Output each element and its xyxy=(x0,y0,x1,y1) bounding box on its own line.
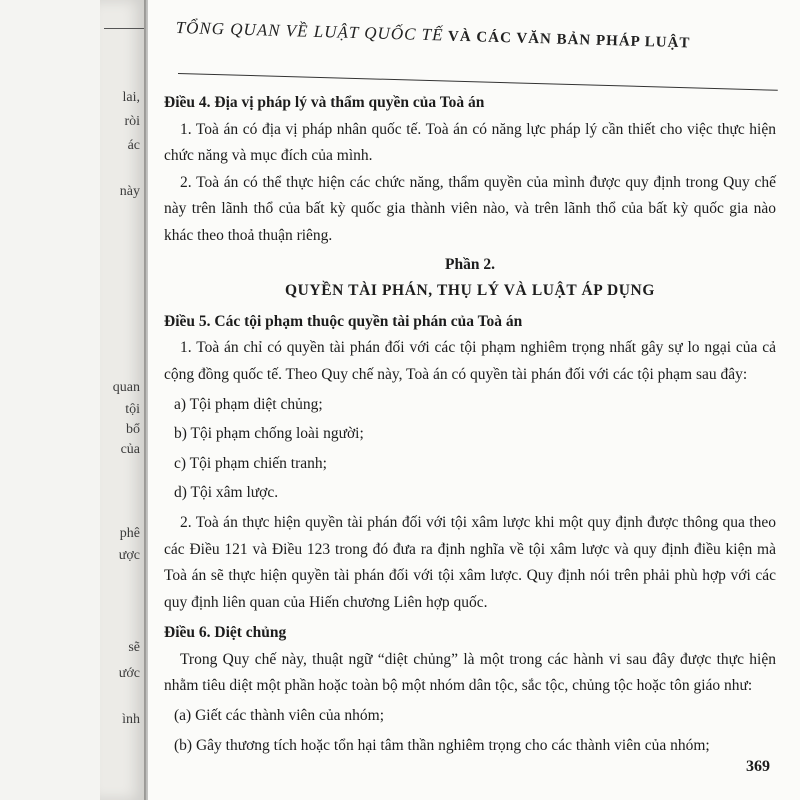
article-5-paragraph-2: 2. Toà án thực hiện quyền tài phán đối với tội xâm lược khi một quy định được thông qua theo các Điều 121 và Điều 123 trong đó đưa ra định nghĩa về tội xâm lược và quy định điều kiện mà Toà án sẽ thực hiện quyền tài phán đối với tội xâm lược. Quy định nói trên phải phù hợp với các quy định liên quan của Hiến chương Liên hợp quốc. xyxy=(164,513,776,611)
left-page-fragment: tội xyxy=(125,402,140,417)
left-page-fragment: ước xyxy=(118,666,140,681)
article-5-item: c) Tội phạm chiến tranh; xyxy=(174,454,327,472)
article-4-paragraph-2: 2. Toà án có thể thực hiện các chức năng, thẩm quyền của mình được quy định trong Quy chế này trên lãnh thổ của bất kỳ quốc gia thành viên nào, và trên lãnh thổ của bất kỳ quốc gia nào khác theo thoả thuận riêng. xyxy=(164,173,776,244)
book-page xyxy=(148,0,800,800)
article-6-item: (b) Gây thương tích hoặc tổn hại tâm thần nghiêm trọng cho các thành viên của nhóm; xyxy=(174,736,710,754)
left-page-fragment: bổ xyxy=(126,422,140,437)
left-page-fragment: ược xyxy=(118,548,140,563)
article-5-item: b) Tội phạm chống loài người; xyxy=(174,425,364,443)
previous-page-edge xyxy=(100,0,146,800)
left-page-fragment: lai, xyxy=(122,90,140,105)
left-page-fragment: quan xyxy=(112,380,140,395)
running-header xyxy=(175,18,745,54)
article-5-item: d) Tội xâm lược. xyxy=(174,484,279,502)
running-header-part2: VÀ CÁC VĂN BẢN PHÁP LUẬT xyxy=(447,28,691,52)
left-page-fragment: sẽ xyxy=(128,640,140,655)
article-5-item: a) Tội phạm diệt chủng; xyxy=(174,395,323,413)
previous-page-rule xyxy=(104,28,144,29)
part-title: QUYỀN TÀI PHÁN, THỤ LÝ VÀ LUẬT ÁP DỤNG xyxy=(284,282,656,300)
running-header-part1: TỔNG QUAN VỀ LUẬT QUỐC TẾ xyxy=(175,18,444,45)
page-body xyxy=(164,90,776,762)
article-6-item: (a) Giết các thành viên của nhóm; xyxy=(174,707,385,725)
left-page-fragment: của xyxy=(120,442,140,457)
left-page-fragment: ình xyxy=(122,712,140,727)
left-page-fragment: ác xyxy=(127,138,140,153)
article-5-title: Điều 5. Các tội phạm thuộc quyền tài phán của Toà án xyxy=(164,312,523,330)
article-5-paragraph-1: 1. Toà án chỉ có quyền tài phán đối với các tội phạm nghiêm trọng nhất gây sự lo ngại của cả cộng đồng quốc tế. Theo Quy chế này, Toà án có quyền tài phán đối với các tội phạm sau đây: xyxy=(164,339,776,383)
left-page-fragment: phê xyxy=(119,526,140,541)
article-4-paragraph-1: 1. Toà án có địa vị pháp nhân quốc tế. Toà án có năng lực pháp lý cần thiết cho việc thực hiện chức năng và mục đích của mình. xyxy=(164,120,776,165)
header-rule xyxy=(178,73,778,91)
article-6-title: Điều 6. Diệt chủng xyxy=(164,624,287,642)
left-page-fragment: ròi xyxy=(124,114,140,129)
part-number: Phần 2. xyxy=(445,255,495,273)
left-page-fragment: này xyxy=(119,184,140,199)
article-4-title: Điều 4. Địa vị pháp lý và thẩm quyền của Toà án xyxy=(164,94,485,111)
page-number: 369 xyxy=(746,758,770,775)
article-6-paragraph-1: Trong Quy chế này, thuật ngữ “diệt chủng” là một trong các hành vi sau đây được thực hiện nhằm tiêu diệt một phần hoặc toàn bộ một nhóm dân tộc, sắc tộc, chủng tộc hoặc tôn giáo như: xyxy=(164,650,776,695)
